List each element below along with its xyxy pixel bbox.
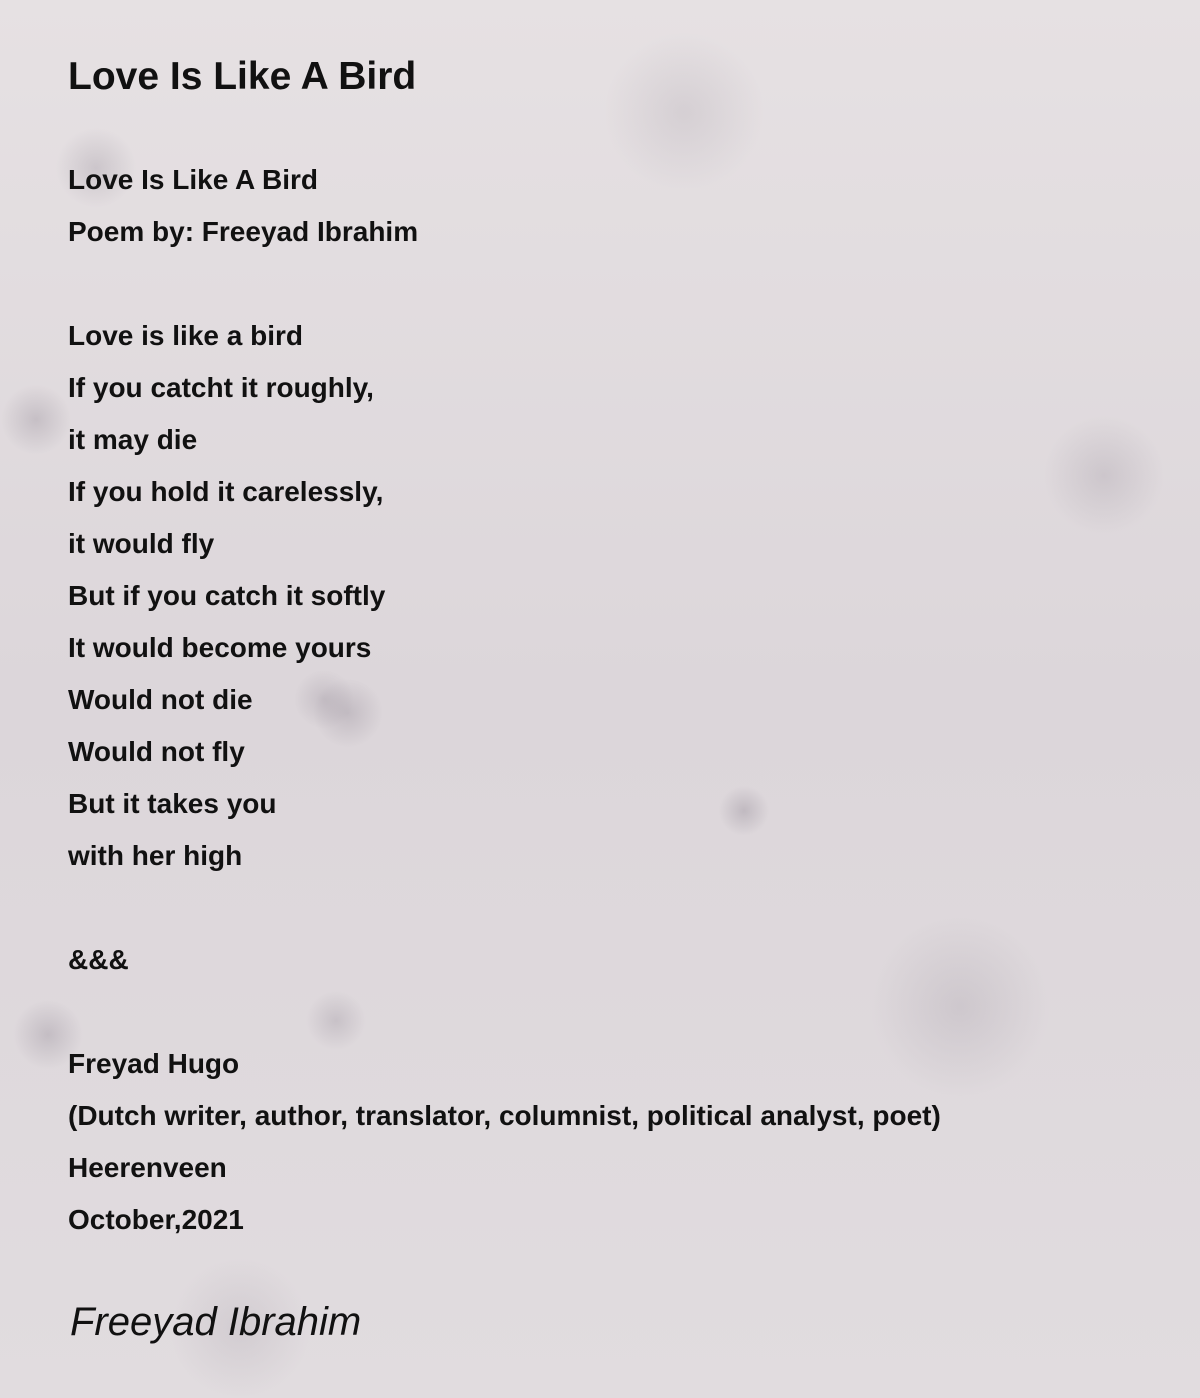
author-name: Freeyad Ibrahim	[70, 1300, 362, 1344]
poem-line: Love Is Like A Bird	[68, 164, 318, 195]
poem-line: it may die	[68, 424, 198, 455]
poem-line: October,2021	[68, 1204, 244, 1235]
poem-line: (Dutch writer, author, translator, columnist, political analyst, poet)	[68, 1100, 941, 1131]
stanza-break	[68, 986, 1168, 1038]
stanza-break	[68, 882, 1168, 934]
poem-line: Poem by: Freeyad Ibrahim	[68, 216, 419, 247]
poem-line: it would fly	[68, 528, 215, 559]
poem-line: If you hold it carelessly,	[68, 476, 384, 507]
poem-line: Love is like a bird	[68, 320, 303, 351]
poem-line: &&&	[68, 944, 129, 975]
poem-line: It would become yours	[68, 632, 372, 663]
poem-line: If you catcht it roughly,	[68, 372, 374, 403]
poem-line: Heerenveen	[68, 1152, 227, 1183]
poem-body	[68, 154, 1168, 1246]
poem-line: Freyad Hugo	[68, 1048, 240, 1079]
poem-line: But it takes you	[68, 788, 277, 819]
poem-line: Would not die	[68, 684, 253, 715]
poem-line: with her high	[68, 840, 243, 871]
poem-line: But if you catch it softly	[68, 580, 386, 611]
page-title: Love Is Like A Bird	[68, 55, 417, 98]
poem-page	[68, 52, 1168, 1246]
stanza-break	[68, 258, 1168, 310]
poem-line: Would not fly	[68, 736, 245, 767]
